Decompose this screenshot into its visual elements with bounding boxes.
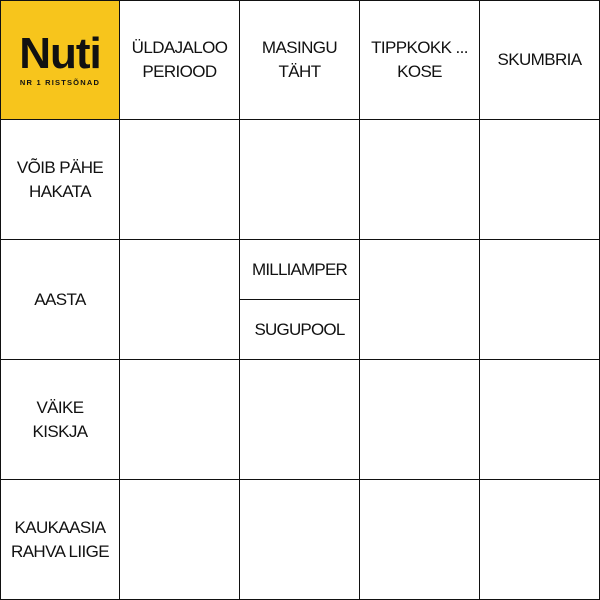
answer-cell-r4c4[interactable] bbox=[480, 480, 600, 600]
split-clue-cell bbox=[240, 240, 360, 360]
clue-cell-header-3: TIPPKOKK ... KOSE bbox=[360, 0, 480, 120]
answer-cell-r3c4[interactable] bbox=[480, 360, 600, 480]
logo-tagline: NR 1 RISTSÕNAD bbox=[19, 78, 101, 87]
nuti-logo bbox=[0, 0, 120, 120]
answer-cell-r3c3[interactable] bbox=[360, 360, 480, 480]
answer-cell-r1c3[interactable] bbox=[360, 120, 480, 240]
answer-cell-r2c1[interactable] bbox=[120, 240, 240, 360]
answer-cell-r4c2[interactable] bbox=[240, 480, 360, 600]
answer-cell-r2c4[interactable] bbox=[480, 240, 600, 360]
clue-cell-header-2: MASINGU TÄHT bbox=[240, 0, 360, 120]
split-clue-bottom: SUGUPOOL bbox=[254, 319, 345, 339]
split-clue-top: MILLIAMPER bbox=[240, 240, 359, 300]
logo-word: Nuti bbox=[19, 29, 101, 78]
clue-cell-row-4: KAUKAASIA RAHVA LIIGE bbox=[0, 480, 120, 600]
answer-cell-r1c4[interactable] bbox=[480, 120, 600, 240]
answer-cell-r1c2[interactable] bbox=[240, 120, 360, 240]
answer-cell-r4c3[interactable] bbox=[360, 480, 480, 600]
clue-cell-row-3: VÄIKE KISKJA bbox=[0, 360, 120, 480]
answer-cell-r4c1[interactable] bbox=[120, 480, 240, 600]
answer-cell-r2c3[interactable] bbox=[360, 240, 480, 360]
clue-cell-header-4: SKUMBRIA bbox=[480, 0, 600, 120]
clue-cell-header-1: ÜLDAJALOO PERIOOD bbox=[120, 0, 240, 120]
answer-cell-r3c1[interactable] bbox=[120, 360, 240, 480]
clue-cell-row-2: AASTA bbox=[0, 240, 120, 360]
clue-cell-row-1: VÕIB PÄHE HAKATA bbox=[0, 120, 120, 240]
answer-cell-r1c1[interactable] bbox=[120, 120, 240, 240]
answer-cell-r3c2[interactable] bbox=[240, 360, 360, 480]
